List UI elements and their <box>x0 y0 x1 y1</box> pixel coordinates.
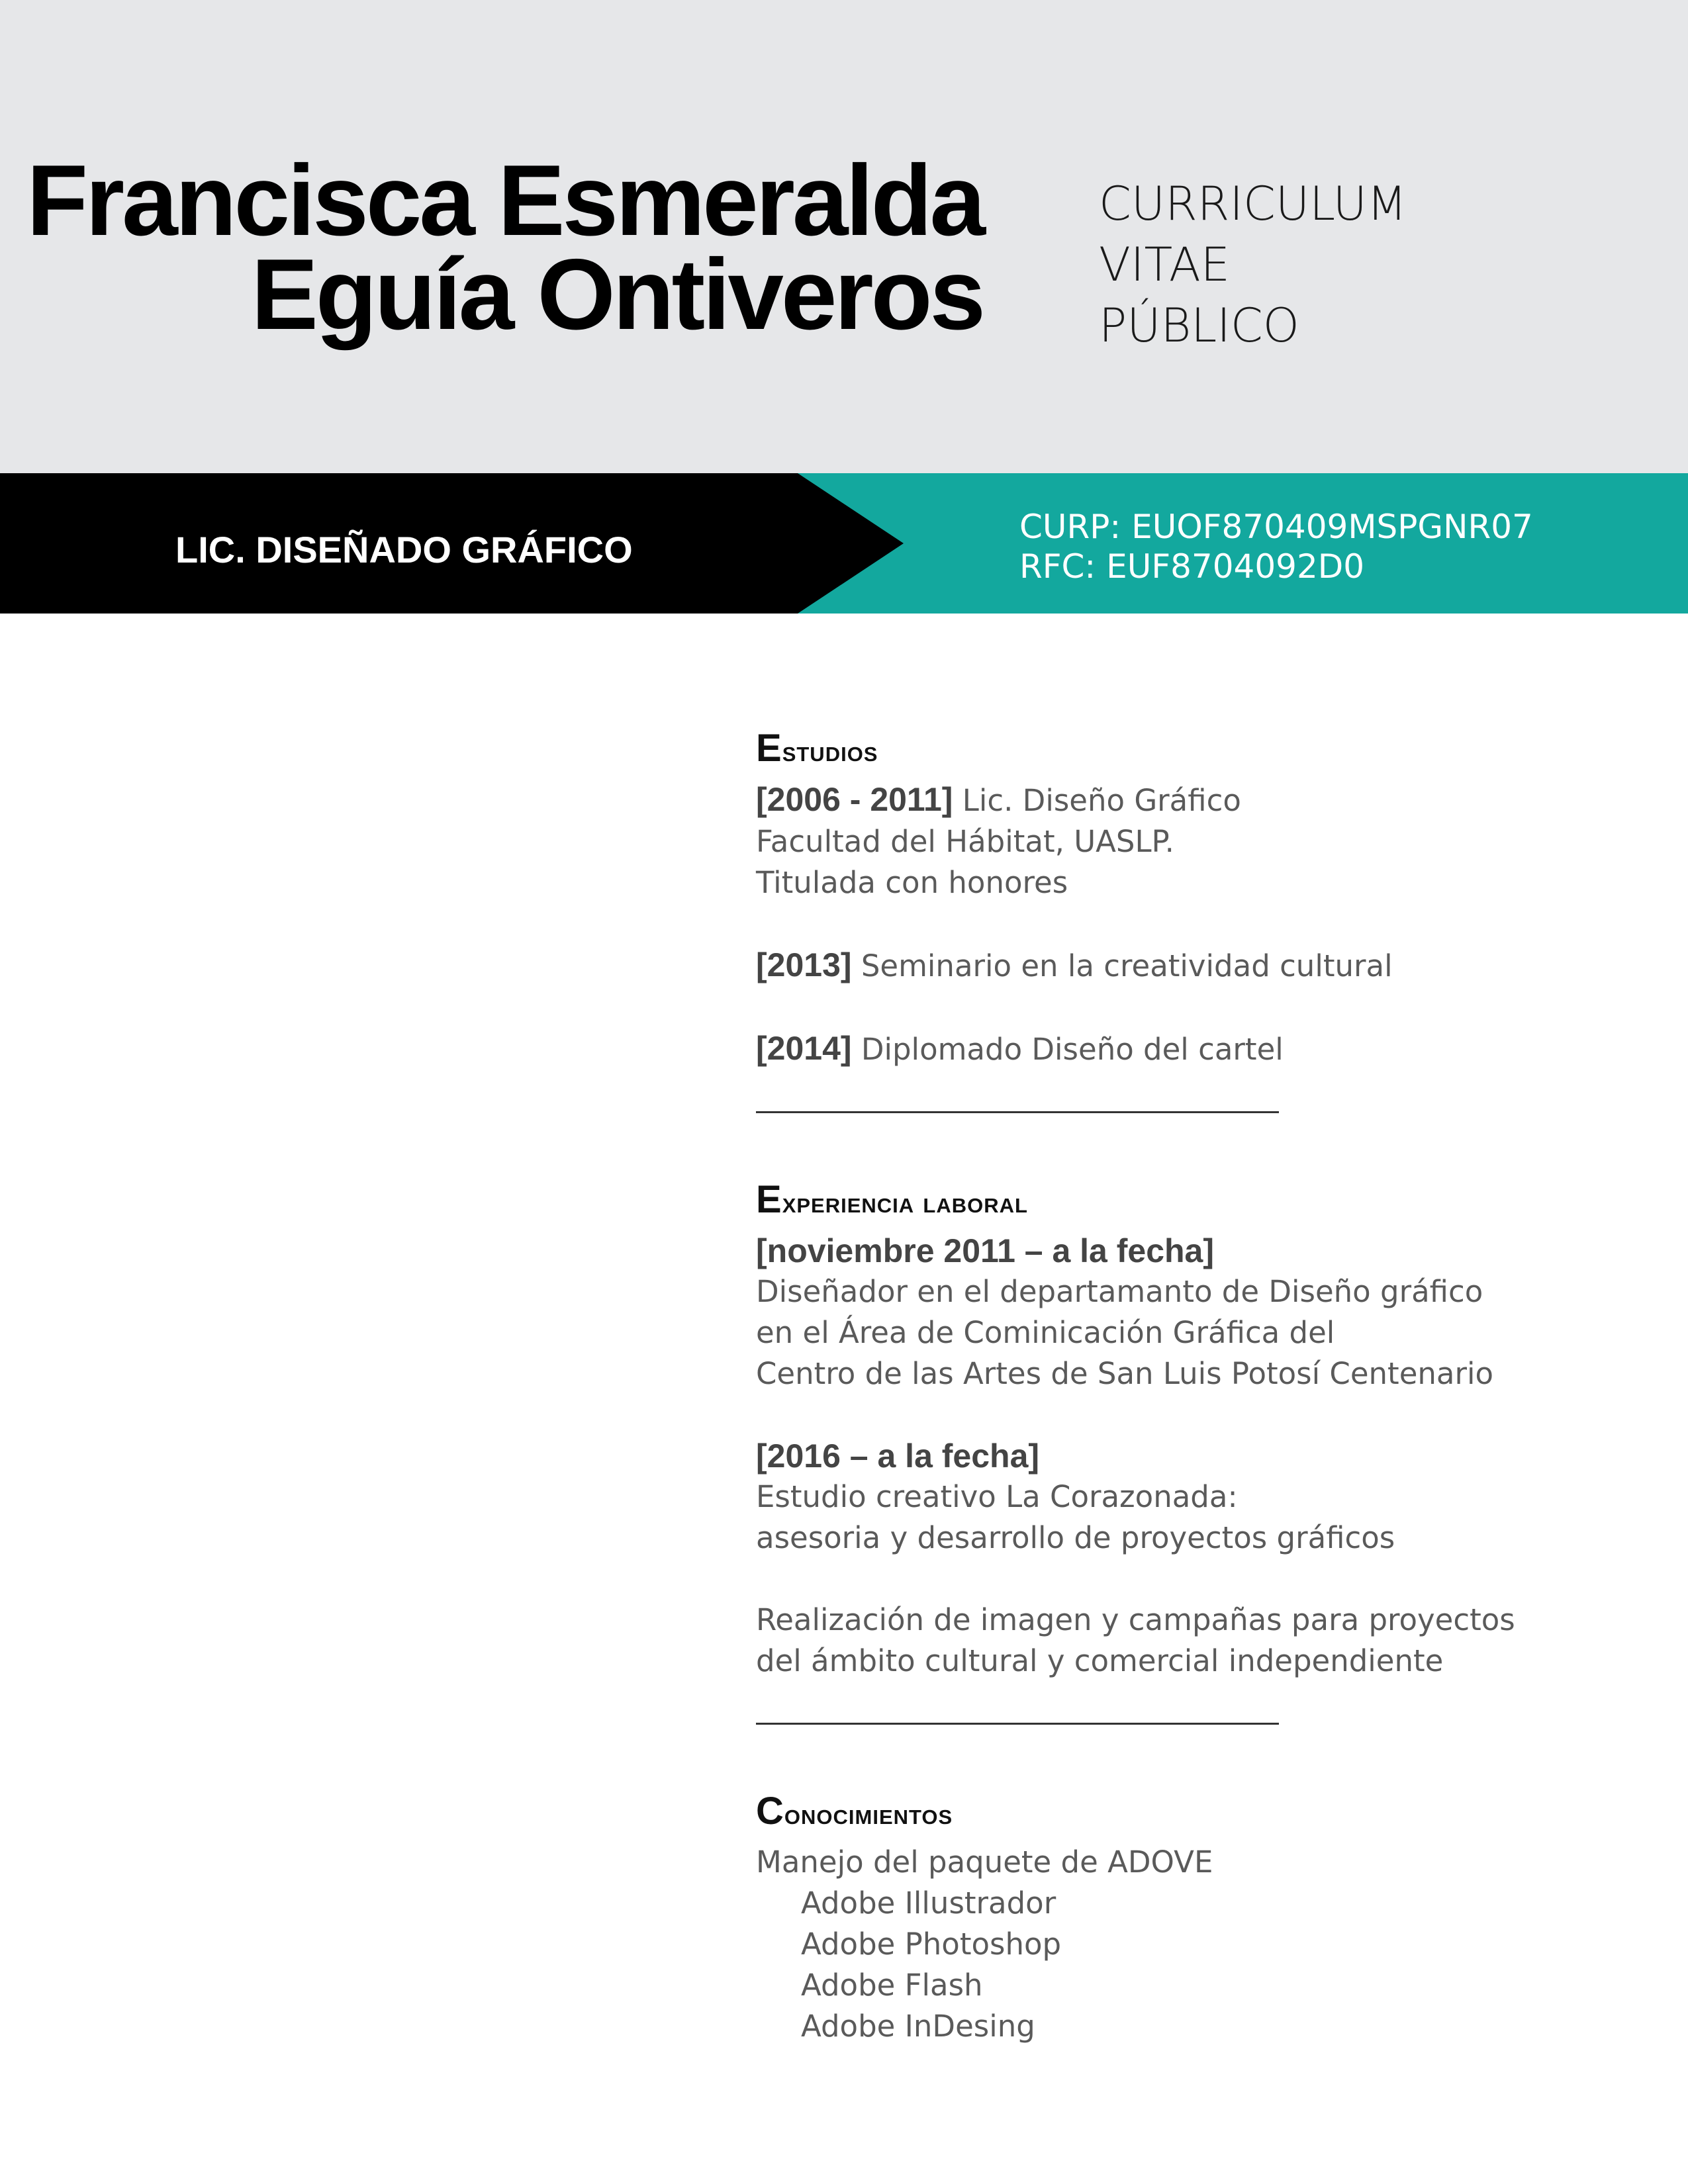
job-2-line-4: del ámbito cultural y comercial independiente <box>756 1643 1444 1678</box>
title-initial: E <box>756 1178 782 1221</box>
skills-intro: Manejo del paquete de ADOVE <box>756 1844 1213 1880</box>
skill-item: Adobe Illustrador <box>801 1886 1056 1921</box>
study-item-2 <box>756 944 1617 987</box>
header-panel <box>0 0 1688 473</box>
study-years: [2006 - 2011] <box>756 781 953 818</box>
job-2-line-1: Estudio creativo La Corazonada: <box>756 1479 1238 1514</box>
study-item-1 <box>756 779 1617 821</box>
title-rest: xperiencia laboral <box>782 1187 1028 1219</box>
curp-text: CURP: EUOF870409MSPGNR07 <box>1019 508 1533 546</box>
job-2-line-2: asesoria y desarrollo de proyectos gráficos <box>756 1520 1395 1555</box>
cv-title-line-1: CURRICULUM <box>1099 177 1407 231</box>
job-2-line-3: Realización de imagen y campañas para proyectos <box>756 1602 1515 1637</box>
degree-label: LIC. DISEÑADO GRÁFICO <box>175 529 633 570</box>
study-text: Diplomado Diseño del cartel <box>861 1032 1284 1067</box>
section-title-experiencia <box>756 1179 1617 1224</box>
title-initial: E <box>756 727 782 770</box>
title-rest: studios <box>782 735 878 768</box>
cv-title-line-2: VITAE <box>1099 238 1230 292</box>
section-title-estudios <box>756 728 1617 772</box>
job-1-line-3: Centro de las Artes de San Luis Potosí Centenario <box>756 1356 1494 1391</box>
title-initial: C <box>756 1790 784 1833</box>
rfc-text: RFC: EUF8704092D0 <box>1019 547 1365 586</box>
section-divider <box>756 1111 1279 1113</box>
job-1-dates: [noviembre 2011 – a la fecha] <box>756 1232 1215 1269</box>
study-item-1-line-2: Facultad del Hábitat, UASLP. <box>756 824 1174 859</box>
study-item-3 <box>756 1028 1617 1070</box>
section-divider <box>756 1723 1279 1725</box>
skill-item: Adobe Flash <box>801 1968 983 2003</box>
main-content <box>756 728 1617 2047</box>
full-name <box>26 144 983 351</box>
section-title-conocimientos <box>756 1791 1617 1835</box>
study-item-1-line-3: Titulada con honores <box>756 865 1068 900</box>
cv-title-line-3: PÚBLICO <box>1099 298 1299 353</box>
job-2-dates: [2016 – a la fecha] <box>756 1437 1040 1475</box>
job-1-line-2: en el Área de Cominicación Gráfica del <box>756 1315 1335 1350</box>
name-line-2: Eguía Ontiveros <box>251 238 983 351</box>
study-text: Seminario en la creatividad cultural <box>861 948 1393 983</box>
study-years: [2014] <box>756 1030 852 1067</box>
study-years: [2013] <box>756 946 852 983</box>
id-numbers <box>1019 507 1533 586</box>
title-rest: onocimientos <box>784 1798 953 1831</box>
cv-title <box>1099 173 1407 356</box>
job-1-line-1: Diseñador en el departamanto de Diseño gráfico <box>756 1274 1483 1309</box>
skill-item: Adobe InDesing <box>801 2009 1035 2044</box>
skill-item: Adobe Photoshop <box>801 1927 1062 1962</box>
study-text: Lic. Diseño Gráfico <box>962 783 1241 818</box>
name-line-1: Francisca Esmeralda <box>26 144 983 257</box>
